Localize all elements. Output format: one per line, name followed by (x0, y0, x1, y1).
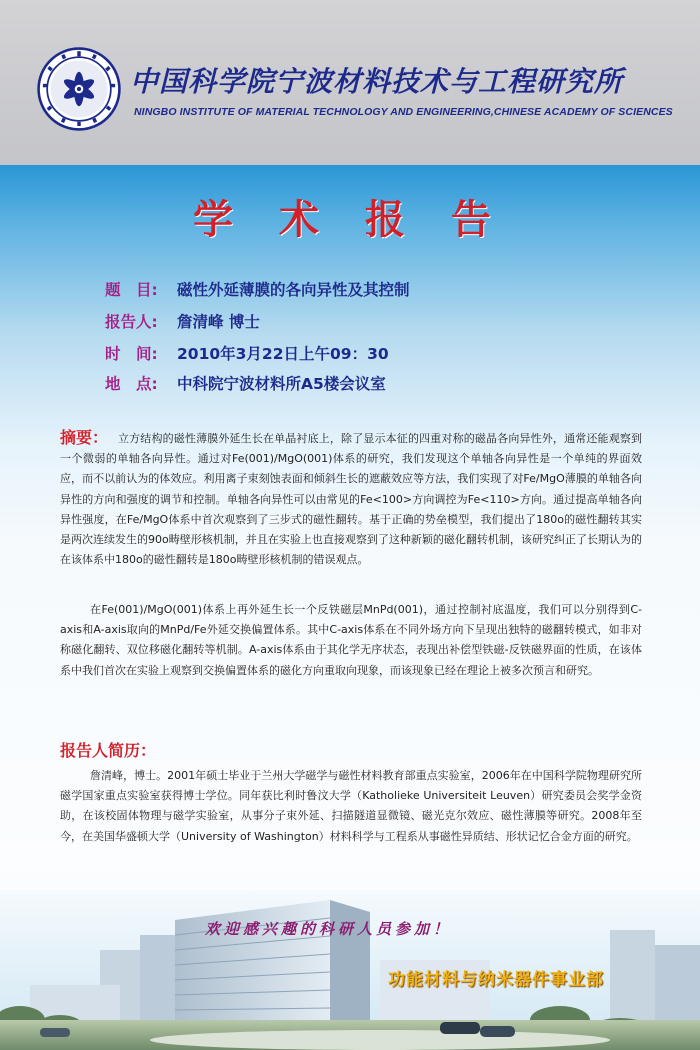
info-value: 2010年3月22日上午09：30 (177, 345, 389, 363)
cas-emblem-icon (36, 46, 122, 132)
info-row-speaker (105, 310, 260, 332)
poster-title: 学 术 报 告 (193, 196, 507, 243)
info-value: 詹清峰 博士 (177, 313, 260, 331)
abstract-paragraph-1: 立方结构的磁性薄膜外延生长在单晶衬底上，除了显示本征的四重对称的磁晶各向异性外，通常还能观察到一个微弱的单轴各向异性。通过对Fe(001)/MgO(001)体系的研究，我们发现这个单轴各向异性是一个单纯的界面效应，而不以前认为的体效应。利用离子束刻蚀表面和倾斜生长的遮蔽效应等方法，我们实现了对Fe/MgO薄膜的单轴各向异性的方向和强度的调节和控制。单轴各向异性可以由常见的Fe<100>方向调控为Fe<110>方向。通过提高单轴各向异性强度，在Fe/MgO体系中首次观察到了三步式的磁性翻转。基于正确的势垒模型，我们提出了180o的磁性翻转其实是两次连续发生的90o畴壁形核机制，并且在实验上也直接观察到了这种新颖的磁化翻转机制，该研究纠正了长期认为的在该体系中180o的磁性翻转是180o畴壁形核机制的错误观点。 (60, 432, 642, 567)
org-name-cn: 中国科学院宁波材料技术与工程研究所 (130, 65, 624, 98)
info-value: 中科院宁波材料所A5楼会议室 (177, 375, 386, 393)
bio-paragraph: 詹清峰，博士。2001年硕士毕业于兰州大学磁学与磁性材料教育部重点实验室，2006年在中国科学院物理研究所磁学国家重点实验室获得博士学位。同年获比利时鲁汶大学（Katholieke Universiteit Leuven）研究委员会奖学金资助，在该校固体物理与磁学实验室，从事分子束外延、扫描隧道显微镜、磁光克尔效应、磁性薄膜等研究。2008年至今，在美国华盛顿大学（University of Washington）材料科学与工程系从事磁性异质结、形状记忆合金方面的研究。 (60, 769, 642, 843)
bio-heading: 报告人简历： (60, 741, 157, 760)
welcome-message: 欢迎感兴趣的科研人员参加！ (205, 920, 453, 938)
info-label: 报告人: (105, 313, 158, 331)
info-label: 时 间: (105, 345, 158, 363)
org-name-en: NINGBO INSTITUTE OF MATERIAL TECHNOLOGY AND ENGINEERING,CHINESE ACADEMY OF SCIENCES (134, 106, 673, 118)
info-row-time (105, 342, 389, 364)
header-band (0, 0, 700, 165)
info-label: 题 目: (105, 281, 158, 299)
info-row-location (105, 372, 386, 394)
info-value: 磁性外延薄膜的各向异性及其控制 (177, 281, 410, 299)
info-label: 地 点: (105, 375, 158, 393)
abstract-heading: 摘要： (60, 428, 109, 447)
info-row-topic (105, 278, 410, 300)
department-name: 功能材料与纳米器件事业部 (388, 970, 604, 990)
abstract-paragraph-2: 在Fe(001)/MgO(001)体系上再外延生长一个反铁磁层MnPd(001)，通过控制衬底温度，我们可以分别得到C-axis和A-axis取向的MnPd/Fe外延交换偏置体系。其中C-axis体系在不同外场方向下呈现出独特的磁翻转模式，如非对称磁化翻转、双位移磁化翻转等机制。A-axis体系由于其化学无序状态，表现出补偿型铁磁-反铁磁界面的性质，在该体系中我们首次在实验上观察到交换偏置体系的磁化方向重取向现象，而该现象已经在理论上被多次预言和研究。 (60, 603, 642, 677)
